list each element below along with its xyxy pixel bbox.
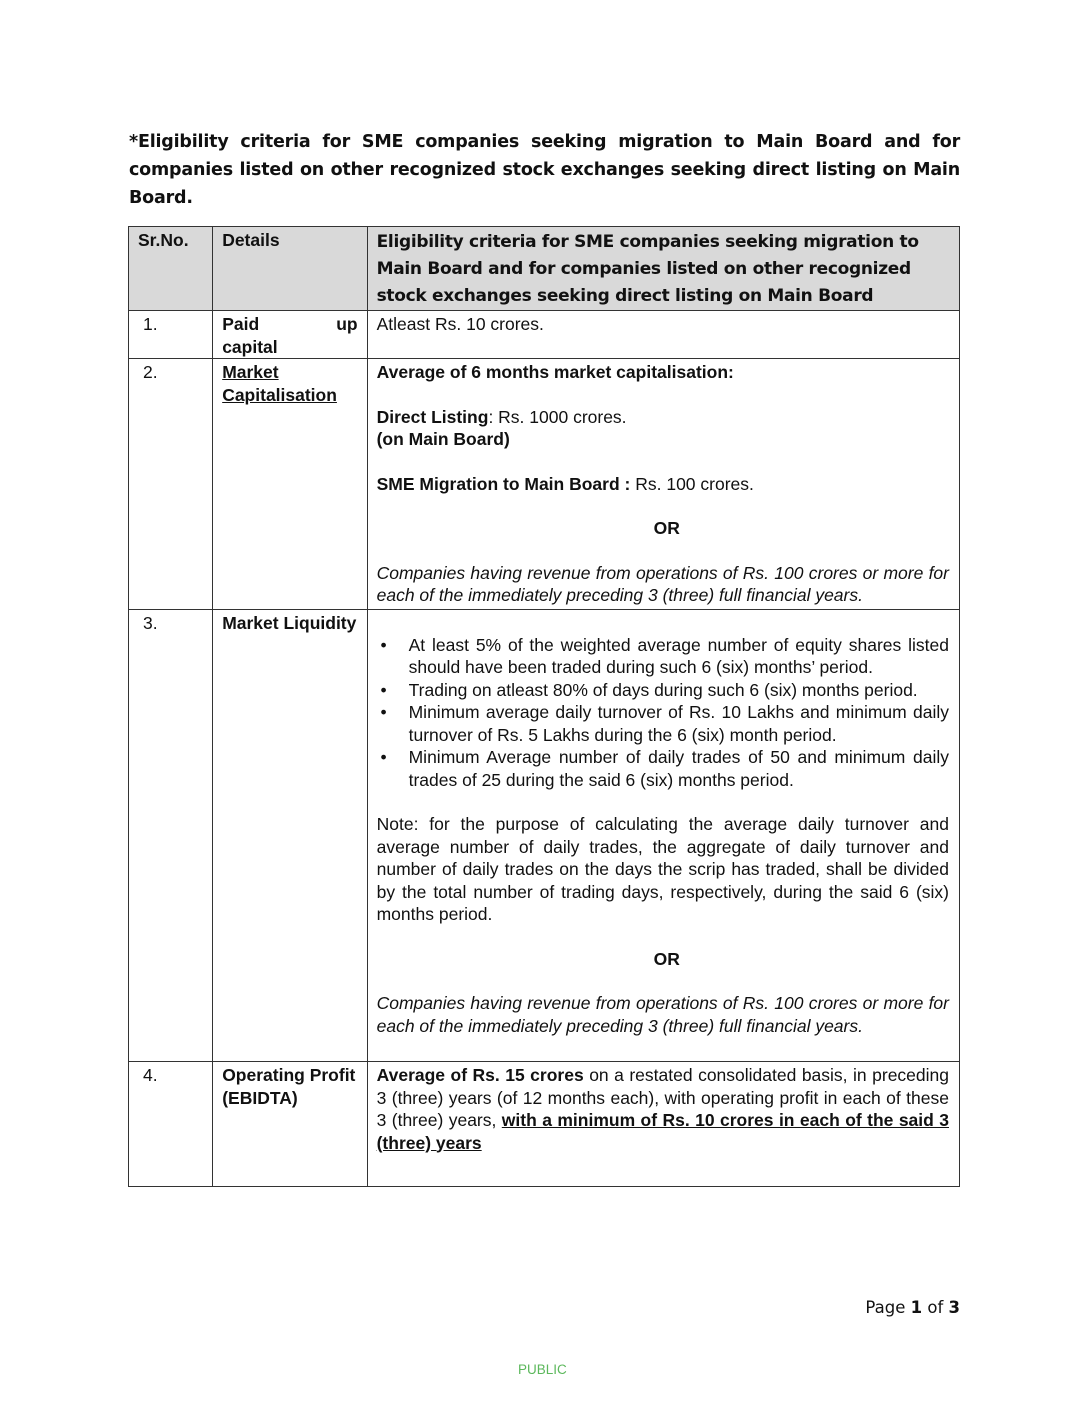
row-detail-label: Market Liquidity (213, 609, 367, 1062)
header-details: Details (213, 227, 367, 311)
row-sr-number: 4. (129, 1062, 213, 1187)
sme-migration-label: SME Migration to Main Board : (376, 473, 631, 494)
table-row-operating-profit (129, 1062, 960, 1187)
detail-word: capital (222, 336, 278, 357)
page-word: Page (865, 1298, 911, 1317)
page-number (865, 1298, 960, 1317)
eligibility-criteria-table (128, 226, 960, 1187)
page-total: 3 (948, 1298, 960, 1317)
bullet-text: Trading on atleast 80% of days during such 6 (six) months period. (408, 679, 918, 700)
criteria-title: Average of 6 months market capitalisation: (376, 362, 734, 382)
or-separator: OR (653, 948, 680, 969)
row-detail-label (213, 359, 367, 610)
header-sr-no: Sr.No. (129, 227, 213, 311)
alternative-criteria: Companies having revenue from operations of Rs. 100 crores or more for each of the immediately preceding 3 (three) full financial years. (376, 993, 949, 1036)
list-item (380, 701, 949, 746)
detail-word: up (336, 314, 358, 334)
sme-migration-value: Rs. 100 crores. (630, 473, 754, 494)
bullet-icon: • (380, 702, 387, 722)
table-header-row (129, 227, 960, 311)
detail-word: Paid (222, 314, 260, 334)
row-criteria: Atleast Rs. 10 crores. (367, 311, 959, 359)
list-item (380, 679, 949, 702)
list-item (380, 746, 949, 791)
or-separator: OR (653, 518, 680, 538)
bullet-text: Minimum Average number of daily trades of 50 and minimum daily trades of 25 during the said 6 (six) months period. (408, 747, 949, 790)
sme-migration-line (377, 473, 949, 496)
table-row-paid-up-capital (129, 311, 960, 359)
criteria-body: on a restated consolidated basis, in preceding 3 (three) years (of 12 months each), with operating profit in each of these 3 (three) years, (376, 1065, 949, 1130)
bullet-text: At least 5% of the weighted average number of equity shares listed should have been traded during such 6 (six) months’ period. (408, 634, 949, 677)
row-detail-label (213, 311, 367, 359)
criteria-bold-lead: Average of Rs. 15 crores (376, 1065, 584, 1085)
classification-label: PUBLIC (518, 1362, 567, 1377)
page-of: of (922, 1298, 949, 1317)
row-sr-number: 2. (129, 359, 213, 610)
document-heading: *Eligibility criteria for SME companies seeking migration to Main Board and for companies listed on other recognized stock exchanges seeking direct listing on Main Board. (129, 132, 960, 208)
bullet-icon: • (380, 747, 387, 767)
bullet-icon: • (380, 634, 387, 655)
list-item (380, 634, 949, 679)
liquidity-note: Note: for the purpose of calculating the average daily turnover and average number of daily trades, the aggregate of daily turnover and number of daily trades on the days the scrip has traded, shall be divided by the total number of trading days, respectively, during the said 6 (six) months period. (376, 814, 949, 924)
detail-underlined-label: Market Capitalisation (222, 362, 337, 405)
direct-listing-label: Direct Listing (376, 406, 489, 427)
row-criteria (367, 1062, 959, 1187)
direct-listing-line (377, 406, 949, 429)
direct-listing-note: (on Main Board) (376, 429, 510, 449)
header-criteria: Eligibility criteria for SME companies seeking migration to Main Board and for companies listed on other recognized stock exchanges seeking direct listing on Main Board (367, 227, 959, 311)
row-detail-label: Operating Profit (EBIDTA) (213, 1062, 367, 1187)
liquidity-bullet-list (377, 634, 949, 792)
table-row-market-liquidity (129, 609, 960, 1062)
row-criteria (367, 609, 959, 1062)
row-sr-number: 1. (129, 311, 213, 359)
bullet-text: Minimum average daily turnover of Rs. 10 Lakhs and minimum daily turnover of Rs. 5 Lakhs during the 6 (six) month period. (408, 702, 949, 745)
row-sr-number: 3. (129, 609, 213, 1062)
criteria-bold-underlined: with a minimum of Rs. 10 crores in each of the said 3 (three) years (376, 1110, 949, 1153)
bullet-icon: • (380, 679, 387, 700)
table-row-market-capitalisation (129, 359, 960, 610)
alternative-criteria: Companies having revenue from operations of Rs. 100 crores or more for each of the immediately preceding 3 (three) full financial years. (376, 562, 949, 605)
page-current: 1 (910, 1298, 923, 1317)
row-criteria (367, 359, 959, 610)
direct-listing-value: : Rs. 1000 crores. (488, 406, 627, 427)
